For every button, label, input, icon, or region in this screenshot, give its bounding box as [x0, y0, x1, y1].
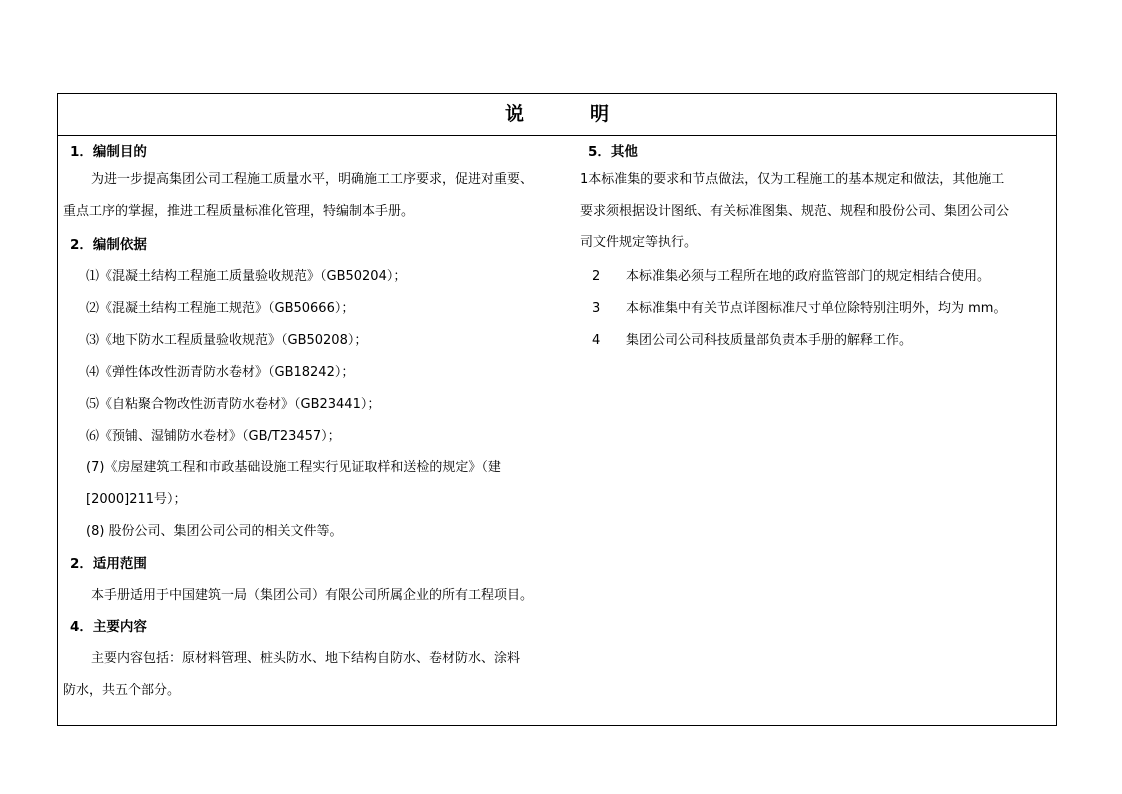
- other-item-2-text: 本标准集必须与工程所在地的政府监管部门的规定相结合使用。: [626, 269, 991, 284]
- reference-item-4: ⑷《弹性体改性沥青防水卷材》（GB18242）；: [86, 365, 355, 380]
- reference-item-7: (7)《房屋建筑工程和市政基础设施工程实行见证取样和送检的规定》（建: [86, 460, 501, 475]
- purpose-paragraph-line2: 重点工序的掌握，推进工程质量标准化管理，特编制本手册。: [63, 204, 415, 219]
- other-paragraph-line2: 要求须根据设计图纸、有关标准图集、规范、规程和股份公司、集团公司公: [580, 204, 1010, 219]
- section-heading-scope: 2．适用范围: [70, 556, 147, 572]
- contents-paragraph-line1: 主要内容包括：原材料管理、桩头防水、地下结构自防水、卷材防水、涂料: [91, 651, 521, 666]
- title-bar: [58, 94, 1056, 136]
- other-paragraph-line1: 1本标准集的要求和节点做法，仅为工程施工的基本规定和做法，其他施工: [580, 172, 1005, 187]
- reference-item-8: (8) 股份公司、集团公司公司的相关文件等。: [86, 524, 343, 539]
- reference-item-1: ⑴《混凝土结构工程施工质量验收规范》（GB50204）；: [86, 269, 407, 284]
- other-item-4: [592, 331, 912, 351]
- other-item-3-text: 本标准集中有关节点详图标准尺寸单位除特别注明外，均为 mm。: [626, 301, 1007, 316]
- reference-item-5: ⑸《自粘聚合物改性沥青防水卷材》（GB23441）；: [86, 397, 381, 412]
- section-heading-purpose: 1．编制目的: [70, 144, 147, 160]
- other-item-3-number: 3: [592, 301, 601, 316]
- document-frame: [57, 93, 1057, 726]
- reference-item-6: ⑹《预铺、湿铺防水卷材》（GB/T23457）；: [86, 429, 341, 444]
- other-item-2-number: 2: [592, 269, 601, 284]
- scope-paragraph: 本手册适用于中国建筑一局（集团公司）有限公司所属企业的所有工程项目。: [91, 588, 534, 603]
- purpose-paragraph-line1: 为进一步提高集团公司工程施工质量水平，明确施工工序要求，促进对重要、: [91, 172, 534, 187]
- other-item-4-number: 4: [592, 333, 601, 348]
- reference-item-3: ⑶《地下防水工程质量验收规范》（GB50208）；: [86, 333, 368, 348]
- section-heading-contents: 4．主要内容: [70, 619, 147, 635]
- page-title-part1: 说: [505, 103, 525, 125]
- other-paragraph-line3: 司文件规定等执行。: [580, 235, 698, 250]
- other-item-4-text: 集团公司公司科技质量部负责本手册的解释工作。: [626, 333, 913, 348]
- page-title-part2: 明: [590, 103, 610, 125]
- section-heading-basis: 2．编制依据: [70, 237, 147, 253]
- other-item-3: [592, 299, 1006, 319]
- section-heading-other: 5．其他: [588, 144, 638, 160]
- reference-item-2: ⑵《混凝土结构工程施工规范》（GB50666）；: [86, 301, 355, 316]
- contents-paragraph-line2: 防水，共五个部分。: [63, 683, 181, 698]
- other-item-2: [592, 267, 990, 287]
- reference-item-7-continued: [2000]211号）；: [86, 492, 187, 507]
